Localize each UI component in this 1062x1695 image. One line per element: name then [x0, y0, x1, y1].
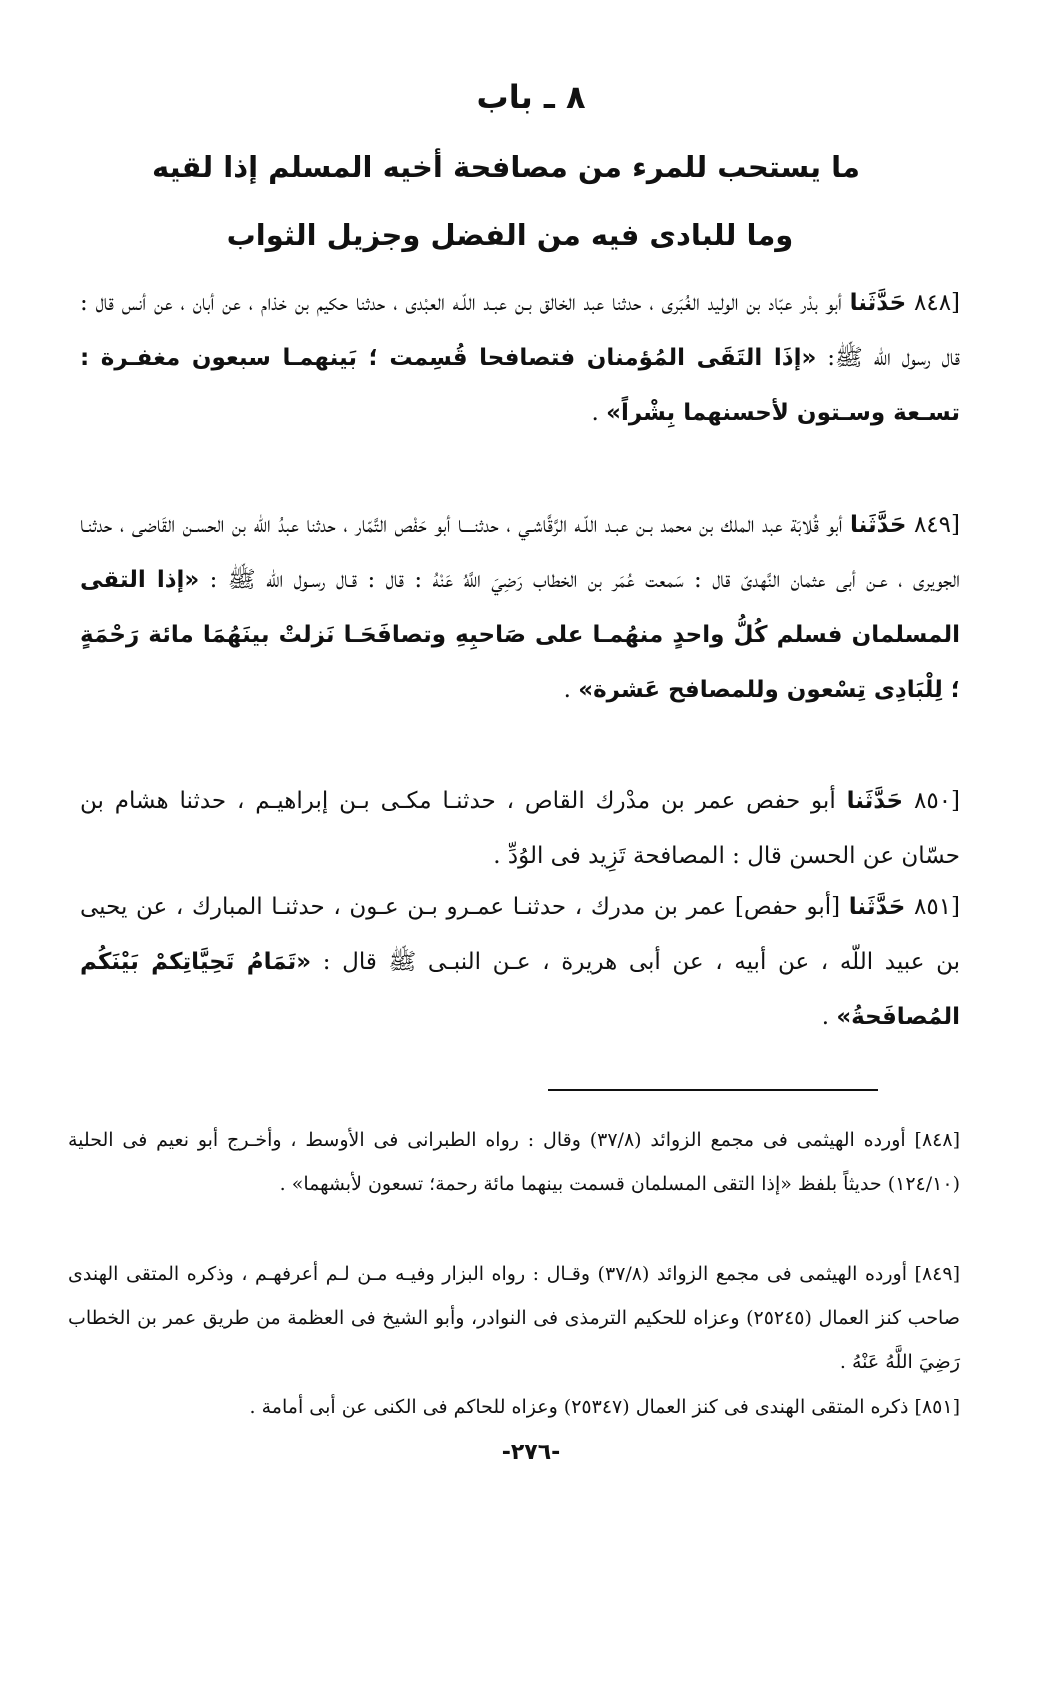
footnote-text: ذكره المتقى الهندى فى كنز العمال (٢٥٣٤٧) وعزاه للحاكم فى الكنى عن أبى أمامة . [249, 1396, 909, 1418]
hadith-850 [80, 774, 960, 884]
hadith-isnad: [أبو حفص] عمر بن مدرك ، حدثنـا عمـرو بـن عـون ، حدثنـا المبارك ، عن يحيى بن عبيد اللّه ، عن أبيه ، عن أبى هريرة ، عـن النبـى ﷺ قال : [80, 894, 960, 975]
hadith-number: [٨٤٩ [913, 512, 960, 538]
footnote-number: [٨٤٨] [914, 1129, 960, 1151]
footnote-separator [548, 1089, 878, 1091]
footnote-848 [68, 1118, 960, 1206]
hadith-isnad: أبو بدْر عبّاد بن الوليد الغُبَرى ، حدثنا عبد الخالق بـن عبـد اللّـه العبْدى ، حدثنا حكيم بن خذام ، عن أبان ، عن أنس قال : قال رسول اللّه ﷺ: [80, 290, 960, 371]
footnote-text: أورده الهيثمى فى مجمع الزوائد (٣٧/٨) وقال : رواه الطبرانى فى الأوسط ، وأخـرج أبو نعيم فى الحلية (١٢٤/١٠) حديثاً بلفظ «إذا التقى المسلمان قسمت بينهما مائة رحمة؛ تسعون لأبشهما» . [68, 1129, 960, 1195]
hadith-851 [80, 880, 960, 1045]
footnote-number: [٨٤٩] [914, 1263, 961, 1285]
hadith-848 [80, 276, 960, 441]
page-number: -٢٧٦- [501, 1440, 561, 1465]
footnote-number: [٨٥١] [914, 1396, 960, 1418]
hadith-849 [80, 498, 960, 718]
chapter-title-line-1: ما يستحب للمرء من مصافحة أخيه المسلم إذا لقيه [151, 150, 860, 184]
footnote-text: أورده الهيثمى فى مجمع الزوائد (٣٧/٨) وقـال : رواه البزار وفيـه مـن لـم أعرفهـم ، وذكره المتقى الهندى صاحب كنز العمال (٢٥٢٤٥) وعزاه للحكيم الترمذى فى النوادر، وأبو الشيخ فى العظمة من طريق عمر بن الخطاب رَضِيَ اللَّهُ عَنْهُ . [68, 1263, 960, 1373]
hadith-lead-word: حَدَّثَنا [849, 290, 907, 316]
hadith-isnad: أبو حفص عمر بن مدْرك القاص ، حدثنـا مكـى بـن إبراهيـم ، حدثنا هشام بن حسّان عن الحسن قال : المصافحة تَزِيد فى الوُدِّ . [80, 788, 960, 869]
hadith-number: [٨٤٨ [913, 290, 961, 316]
hadith-matn: «إذَا التَقَى المُؤمنان فتصافحا قُسِمت ؛ بَينهمـا سبعون مغفـرة : تسـعة وسـتون لأحسنهما بِشْراً» [80, 345, 960, 426]
hadith-lead-word: حَدَّثَنا [846, 788, 904, 814]
chapter-number: ٨ ـ باب [476, 78, 586, 116]
hadith-matn: «إذا التقى المسلمان فسلم كُلُّ واحدٍ منهُمـا على صَاحبِهِ وتصافَحَـا نَزلتْ بينَهُمَا مائة رَحْمَةٍ ؛ لِلْبَادِى تِسْعون وللمصافح عَشرة» [80, 567, 960, 703]
hadith-end: . [563, 677, 579, 703]
footnote-851 [68, 1385, 960, 1429]
hadith-end: . [591, 400, 607, 426]
hadith-lead-word: حَدَّثَنا [849, 512, 907, 538]
hadith-number: [٨٥١ [913, 894, 961, 920]
hadith-isnad: أبو قُلابَة عبد الملك بن محمد بـن عبـد اللّـه الرَّقَّاشـي ، حدثنــــا أبو حَفْص التَّمّار ، حدثنا عبدُ اللّه بن الحسـن القَاضى ، حدثنـا الجويرى ، عـن أبى عثمان النَّهدىّ قال : سَمعت عُمَر بن الخطاب رَضِيَ اللَّهُ عَنْهُ : قال : قـال رسـول اللّه ﷺ : [80, 512, 961, 593]
hadith-lead-word: حَدَّثَنا [848, 894, 906, 920]
hadith-end: . [821, 1004, 837, 1030]
hadith-matn: «تَمَامُ تَحِيَّاتِكمْ بَيْنَكُم المُصافَحةُ» [80, 949, 960, 1030]
footnote-849 [68, 1252, 960, 1384]
hadith-number: [٨٥٠ [913, 788, 961, 814]
chapter-title-line-2: وما للبادى فيه من الفضل وجزيل الثواب [226, 218, 794, 252]
